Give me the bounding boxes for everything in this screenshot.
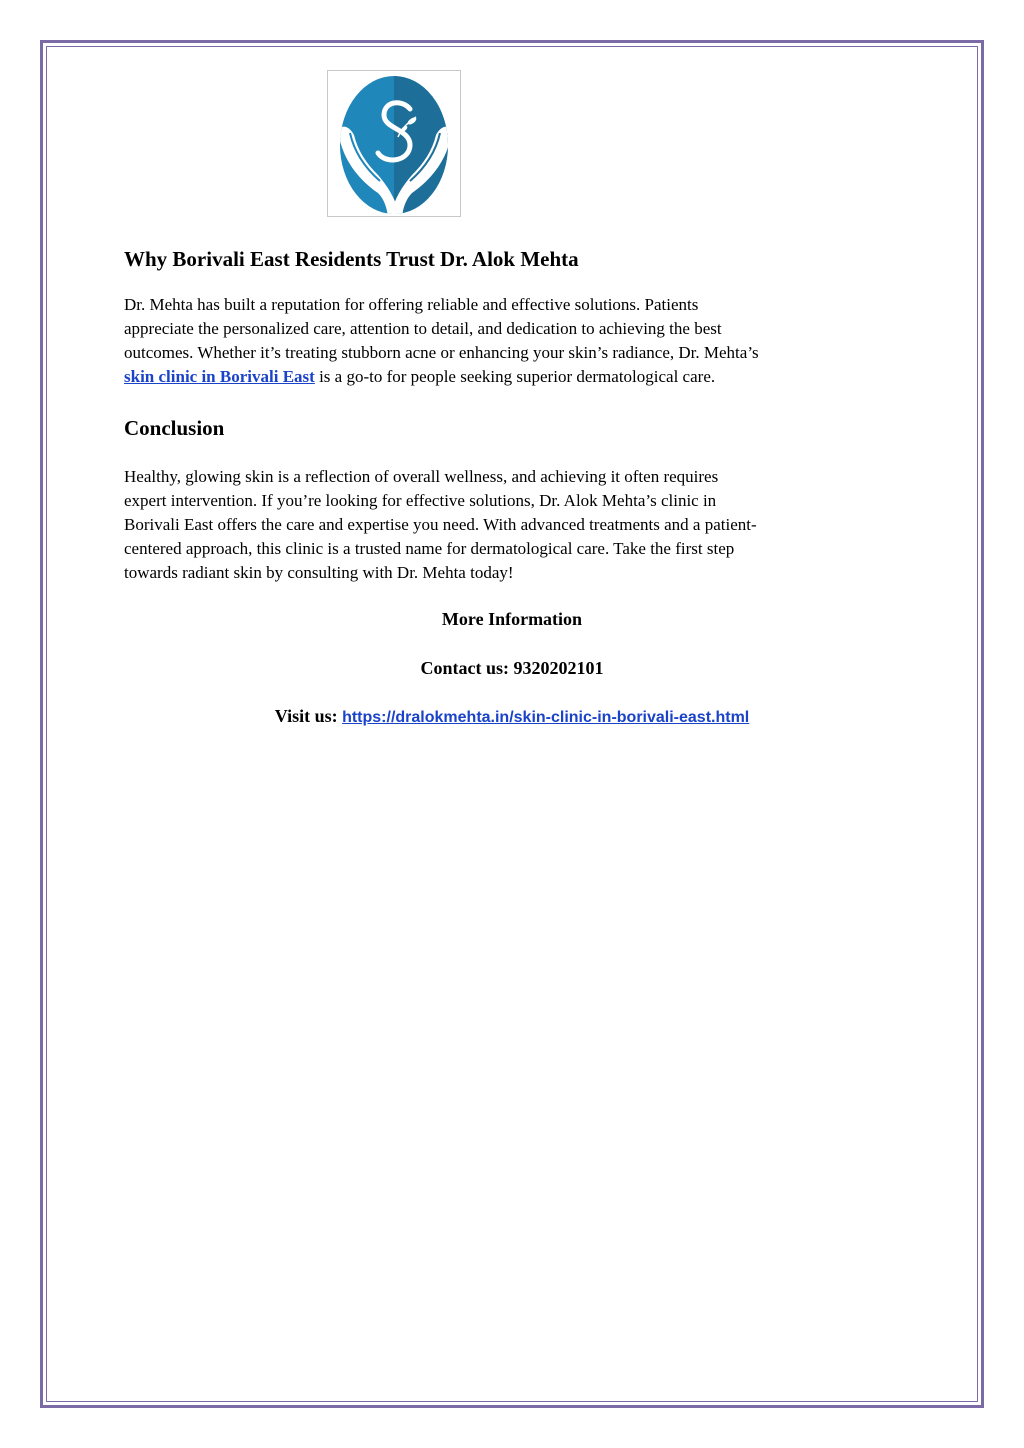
skin-clinic-link[interactable]: skin clinic in Borivali East: [124, 367, 315, 386]
more-information-heading: More Information: [441, 609, 583, 629]
clinic-logo: [327, 70, 461, 217]
paragraph-conclusion: [124, 465, 914, 585]
contact-line: Contact us: 9320202101: [420, 658, 604, 678]
paragraph-line: Dr. Mehta has built a reputation for offering reliable and effective solutions. Patients: [124, 295, 699, 314]
visit-label: Visit us:: [274, 706, 343, 726]
section-heading-conclusion: Conclusion: [124, 416, 225, 440]
paragraph-line: Healthy, glowing skin is a reflection of overall wellness, and achieving it often requires: [124, 467, 719, 486]
section-heading-trust: Why Borivali East Residents Trust Dr. Alok Mehta: [124, 247, 579, 271]
clinic-logo-icon: [328, 71, 460, 216]
visit-line: [0, 704, 1024, 730]
paragraph-line: appreciate the personalized care, attention to detail, and dedication to achieving the best: [124, 319, 722, 338]
website-link[interactable]: https://dralokmehta.in/skin-clinic-in-borivali-east.html: [342, 709, 750, 726]
paragraph-line: expert intervention. If you’re looking for effective solutions, Dr. Alok Mehta’s clinic in: [124, 491, 717, 510]
paragraph-line: centered approach, this clinic is a trusted name for dermatological care. Take the first step: [124, 539, 735, 558]
paragraph-trust: [124, 293, 914, 389]
paragraph-line: towards radiant skin by consulting with Dr. Mehta today!: [124, 563, 514, 582]
paragraph-line-with-link: [124, 365, 914, 389]
paragraph-line: Borivali East offers the care and expertise you need. With advanced treatments and a patient-: [124, 515, 757, 534]
paragraph-text: is a go-to for people seeking superior dermatological care.: [314, 367, 716, 386]
paragraph-line: outcomes. Whether it’s treating stubborn acne or enhancing your skin’s radiance, Dr. Mehta’s: [124, 343, 759, 362]
